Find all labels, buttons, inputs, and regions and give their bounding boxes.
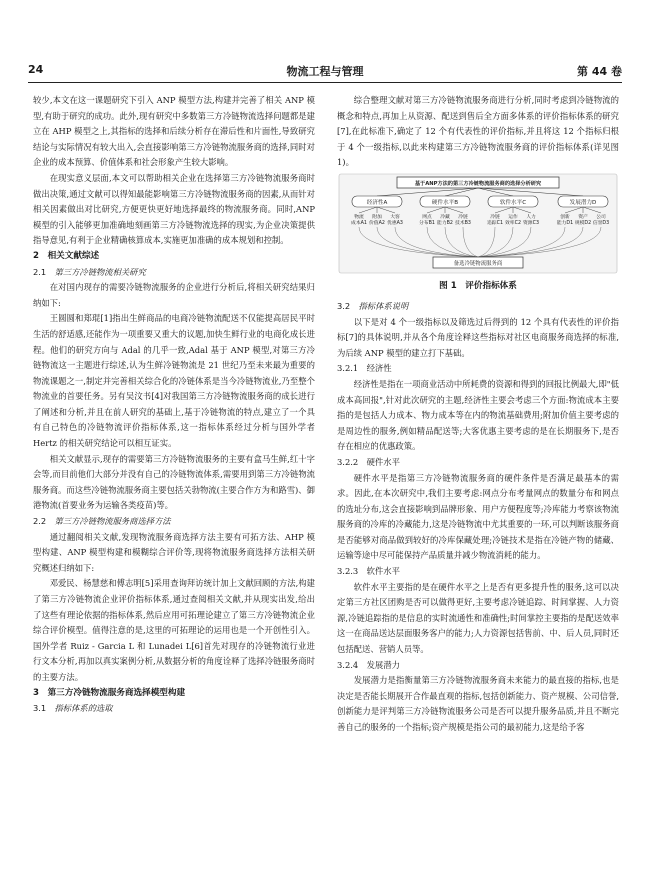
sub-criterion-label: 创新 [560,214,570,220]
alternatives-label: 备选冷链物流服务商 [453,260,503,267]
sub-criterion-label: 能力D1 [556,220,574,226]
paragraph: 邓爱民、杨慧慈和傅志明[5]采用查询拜访统计加上文献回顾的方法,构建了第三方冷链物流企业评价指标体系,通过查阅相关文献,并从现实出发,给出了这些有理论依据的指标体系,然后应用可拓理论建立了第三方冷链物流企业综合评价模型。值得注意的是,这里的可拓理论的运用也是一个开创性引入。国外学者 Ruiz - Garcia L 和 Lunadei L[6]首先对现存的冷链物流行业进行文本分析,再加以真实案例分析,从数据分析的角度诠释了选择冷链服务商时的主要方法。 [33,578,315,682]
journal-title: 物流工程与管理 [286,65,364,78]
subsubsection-heading: 3.2.2 硬件水平 [337,456,400,467]
sub-criterion-label: 技术B3 [455,220,471,226]
page-header [28,63,622,79]
volume-label: 第 44 卷 [577,65,622,78]
subsection-number: 2.2 [33,516,55,527]
paragraph: 综合整理文献对第三方冷链物流服务商进行分析,同时考虑到冷链物流的概念和特点,再加上从资源、配送到售后全方面多体系的评价指标体系的研究[7],在此标准下,确定了 12 个有代表性的评价指标,并且将这 12 个指标归根于 4 个一级指标,以此来构建第三方冷链物流服务商的评价指标体系(详见图 1)。 [337,95,619,168]
paragraph: 在现实意义层面,本文可以帮助相关企业在选择第三方冷链物流服务商时做出决策,通过文献可以得知最能影响第三方冷链物流服务商的因素,从而针对相关因素做出对比研究,方便更快更好地选择最终的物流服务商。同时,ANP 模型的引入能够更加准确地刻画第三方冷链物流选择的现实,为企业决策提供指导意见,有利于企业精确核算成本,实施更加准确的成本规划和控制。 [33,172,315,246]
subsubsection-heading: 3.2.1 经济性 [337,363,392,374]
paragraph: 软件水平主要指的是在硬件水平之上是否有更多提升性的服务,这可以决定第三方社区团购是否可以做得更好,主要考虑冷链追踪、时间掌握、人力资源,冷链追踪指的是信息的实时流通性和准确性;时间掌控主要指的是配送效率这一在商品送达层面服务客户的能力;人力资源包括售前、中、后人员,同时还包括配送、营销人员等。 [337,581,619,655]
sub-criterion-label: 网点 [422,214,432,220]
sub-criterion-label: 能力B2 [437,220,453,226]
subsubsection-heading: 3.2.3 软件水平 [337,566,400,577]
paragraph: 发展潜力是指衡量第三方冷链物流服务商未来能力的最直接的指标,也是决定是否能长期展开合作最直观的指标,包括创新能力、资产规模、公司信誉,创新能力是评判第三方冷链物流服务公司是否可以提升服务品质,并且不断完善自己的服务的一个指标;资产规模是指公司的最初能力,这是给予客 [337,675,619,732]
sub-criterion-label: 价值A2 [369,220,385,226]
sub-criterion-label: 人力 [526,214,536,220]
subsection-heading [33,265,315,281]
sub-criterion-label: 物流 [354,214,364,220]
hierarchy-diagram [337,172,619,275]
subsubsection-heading: 3.2.4 发展潜力 [337,659,400,670]
sub-criterion-label: 附加 [372,214,382,220]
right-column [337,93,619,736]
left-column [33,93,315,717]
sub-criterion-label: 分布B1 [419,220,435,226]
subsection-heading [337,299,619,315]
subsection-title: 指标体系的选取 [54,703,113,714]
section-heading: 2 相关文献综述 [33,250,100,261]
criterion-label: 软件水平C [499,199,527,206]
subsection-title: 指标体系说明 [358,300,409,311]
sub-criterion-label: 规模D2 [574,220,592,226]
paragraph: 硬件水平是指第三方冷链物流服务商的硬件条件是否满足最基本的需求。因此,在本次研究中,我们主要考虑:网点分布考量网点的数量分布和网点的选址分布,这会直接影响到品牌形象、用户方便程度等;冷库能力考察该物流服务商的冷库的冷藏能力,这是冷链物流中尤其重要的一环,可以判断该服务商是否能够对商品做到较好的冷库保藏处理;冷链技术是指在冷链产物的储藏、运输等途中尽可能保持产品质量并减少物流消耗的能力。 [337,472,619,561]
sub-criterion-label: 运作 [508,214,518,220]
section-heading: 3 第三方冷链物流服务商选择模型构建 [33,687,186,698]
figure-diagram [337,172,619,275]
sub-criterion-label: 追踪C1 [487,220,503,226]
subsection-number: 3.2 [337,300,359,311]
paragraph: 相关文献显示,现存的需要第三方冷链物流服务的主要有盒马生鲜,红十字会等,而目前他们大部分并没有自己的冷链物流体系,需要用到第三方冷链物流服务商。而这些冷链物流服务商主要包括关勃物流(主要合作方为和路雪)、御港物流(首要业务为运输各类疫苗)等。 [33,453,315,511]
sub-criterion-label: 资产 [578,214,588,220]
paragraph: 经济性是指在一项商业活动中所耗费的资源和得到的回报比例最大,即"低成本高回报",针对此次研究的主题,经济性主要会考虑三个方面:物流成本主要指的是包括人力成本、物力成本等在内的物流基础费用;附加价值主要考虑的是周边性的服务,例如精品配送等;大客优惠主要考虑的是在长期服务下,是否存在相应的优惠政策。 [337,378,619,452]
sub-criterion-label: 冷藏 [440,214,450,220]
subsection-title: 第三方冷链物流相关研究 [54,266,146,277]
sub-criterion-label: 效率C2 [505,220,521,226]
criterion-label: 发展潜力D [569,199,597,206]
sub-criterion-label: 信誉D3 [592,220,610,226]
paragraph: 较少,本文在这一课题研究下引入 ANP 模型方法,构建并完善了相关 ANP 模型,有助于研究的成功。此外,现有研究中多数第三方冷链物流选择问题都是建立在 AHP 模型之上,其指标的选择和后续分析存在滞后性和片面性,导致研究结论与实际情况有较大出入,会直接影响第三方冷链物流服务商的选择,同时对企业的成本预算、价值体系和社会形象产生较大影响。 [33,95,315,168]
page-number: 24 [28,63,44,76]
sub-criterion-label: 资源C3 [523,220,539,226]
subsection-number: 2.1 [33,266,55,277]
top-goal-label: 基于ANP方法的第三方冷链物流服务商的选择分析研究 [414,180,542,187]
sub-criterion-label: 冷链 [490,214,500,220]
subsection-heading [33,514,315,530]
criterion-label: 经济性A [366,199,388,206]
subsection-title: 第三方冷链物流服务商选择方法 [54,516,171,527]
sub-criterion-label: 冷链 [458,214,468,220]
paragraph: 以下是对 4 个一级指标以及筛选过后得到的 12 个具有代表性的评价指标[7]的具体说明,并从各个角度诠释这些指标对社区电商服务商选择的标准,为后续 ANP 模型的建立打下基础。 [337,316,619,358]
paragraph: 王圆圆和郑琨[1]指出生鲜商品的电商冷链物流配送不仅能提高居民平时生活的舒适感,还能作为一项重要又重大的议题,加快生鲜行业的电商化成长进程。他们的研究方向与 Adal 的几乎一致,Adal 基于 ANP 模型,对第三方冷链物流这一主题进行综述,认为生鲜冷链物流是 21 世纪乃至未来最为重要的物流课题之一,制定并完善相关综合化的冷链体系是当今冷链物流业,乃至整个物流业的首要任务。另有吴汶书[4]对我国第三方冷链物流服务商的成长进行了阐述和分析,并且在前人研究的基础上,基于冷链物流的特点,建立了一个具有自己特色的冷链物流评价指标体系,这一指标体系经过分析与国外学者 Hertz 的相关研究结论可以相互证实。 [33,313,315,449]
subsection-number: 3.1 [33,703,55,714]
header-rule [28,82,622,83]
paragraph: 通过翻阅相关文献,发现物流服务商选择方法主要有可拓方法、AHP 模型构建、ANP 模型构建和模糊综合评价等,现将物流服务商选择方法相关研究概述归纳如下: [33,531,315,573]
sub-criterion-label: 成本A1 [351,220,367,226]
sub-criterion-label: 大客 [390,214,400,220]
sub-criterion-label: 公司 [596,214,606,220]
sub-criterion-label: 优惠A3 [387,220,403,226]
paragraph: 在对国内现存的需要冷链物流服务的企业进行分析后,将相关研究结果归纳如下: [33,282,315,308]
figure-caption: 图 1 评价指标体系 [439,280,517,291]
criterion-label: 硬件水平B [431,199,459,206]
subsection-heading [33,701,315,717]
